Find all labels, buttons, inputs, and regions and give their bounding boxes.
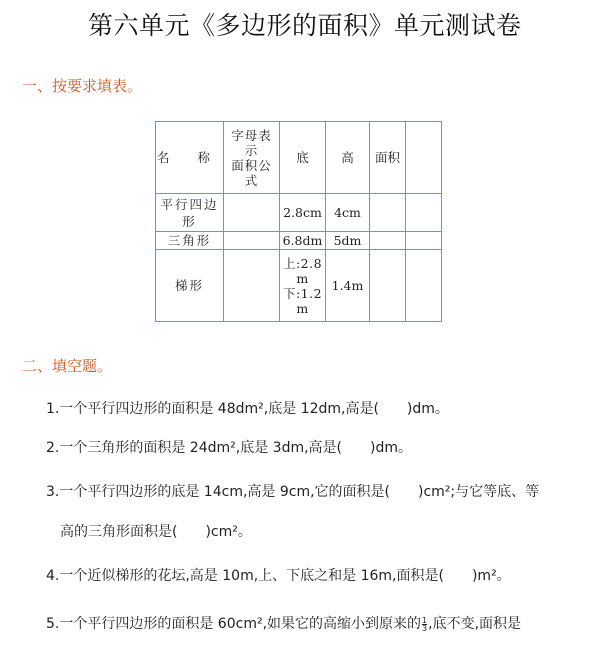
question-3-continued: 高的三角形面积是( )cm²。 [60,524,252,540]
row-base: 上:2.8 m 下:1.2 m [280,250,326,322]
header-area: 面积 [370,122,406,194]
answer-cell[interactable] [406,194,442,232]
question-4: 4.一个近似梯形的花坛,高是 10m,上、下底之和是 16m,面积是( )m²。 [46,568,511,584]
answer-cell[interactable] [406,232,442,250]
question-2: 2.一个三角形的面积是 24dm²,底是 3dm,高是( )dm。 [46,440,412,456]
question-1: 1.一个平行四边形的面积是 48dm²,底是 12dm,高是( )dm。 [46,401,449,417]
answer-cell[interactable] [370,232,406,250]
row-name: 平行四边 形 [156,194,224,232]
header-blank [406,122,442,194]
row-name: 梯形 [156,250,224,322]
section-heading-fill-blanks: 二、填空题。 [22,357,113,375]
answer-cell[interactable] [370,250,406,322]
answer-cell[interactable] [224,232,280,250]
question-3: 3.一个平行四边形的底是 14cm,高是 9cm,它的面积是( )cm²;与它等底、等 [46,484,540,500]
row-height: 4cm [326,194,370,232]
header-name: 名 称 [156,122,224,194]
answer-cell[interactable] [224,250,280,322]
answer-cell[interactable] [406,250,442,322]
header-formula: 字母表 示 面积公 式 [224,122,280,194]
header-base: 底 [280,122,326,194]
table-row [156,250,442,322]
row-base: 6.8dm [280,232,326,250]
question-5-text: 5.一个平行四边形的面积是 60cm²,如果它的高缩小到原来的 [46,616,422,632]
question-5 [46,613,521,633]
answer-cell[interactable] [224,194,280,232]
table-row [156,232,442,250]
section-heading-fill-table: 一、按要求填表。 [22,77,143,95]
table-row [156,194,442,232]
fill-table [155,121,442,322]
row-height: 1.4m [326,250,370,322]
row-name: 三角形 [156,232,224,250]
header-height: 高 [326,122,370,194]
row-base: 2.8cm [280,194,326,232]
fraction-one-third: $\frac{1}{3}$ [422,615,428,633]
question-5-text-end: ,底不变,面积是 [428,616,522,632]
answer-cell[interactable] [370,194,406,232]
table-header-row [156,122,442,194]
page-title: 第六单元《多边形的面积》单元测试卷 [88,11,522,40]
row-height: 5dm [326,232,370,250]
